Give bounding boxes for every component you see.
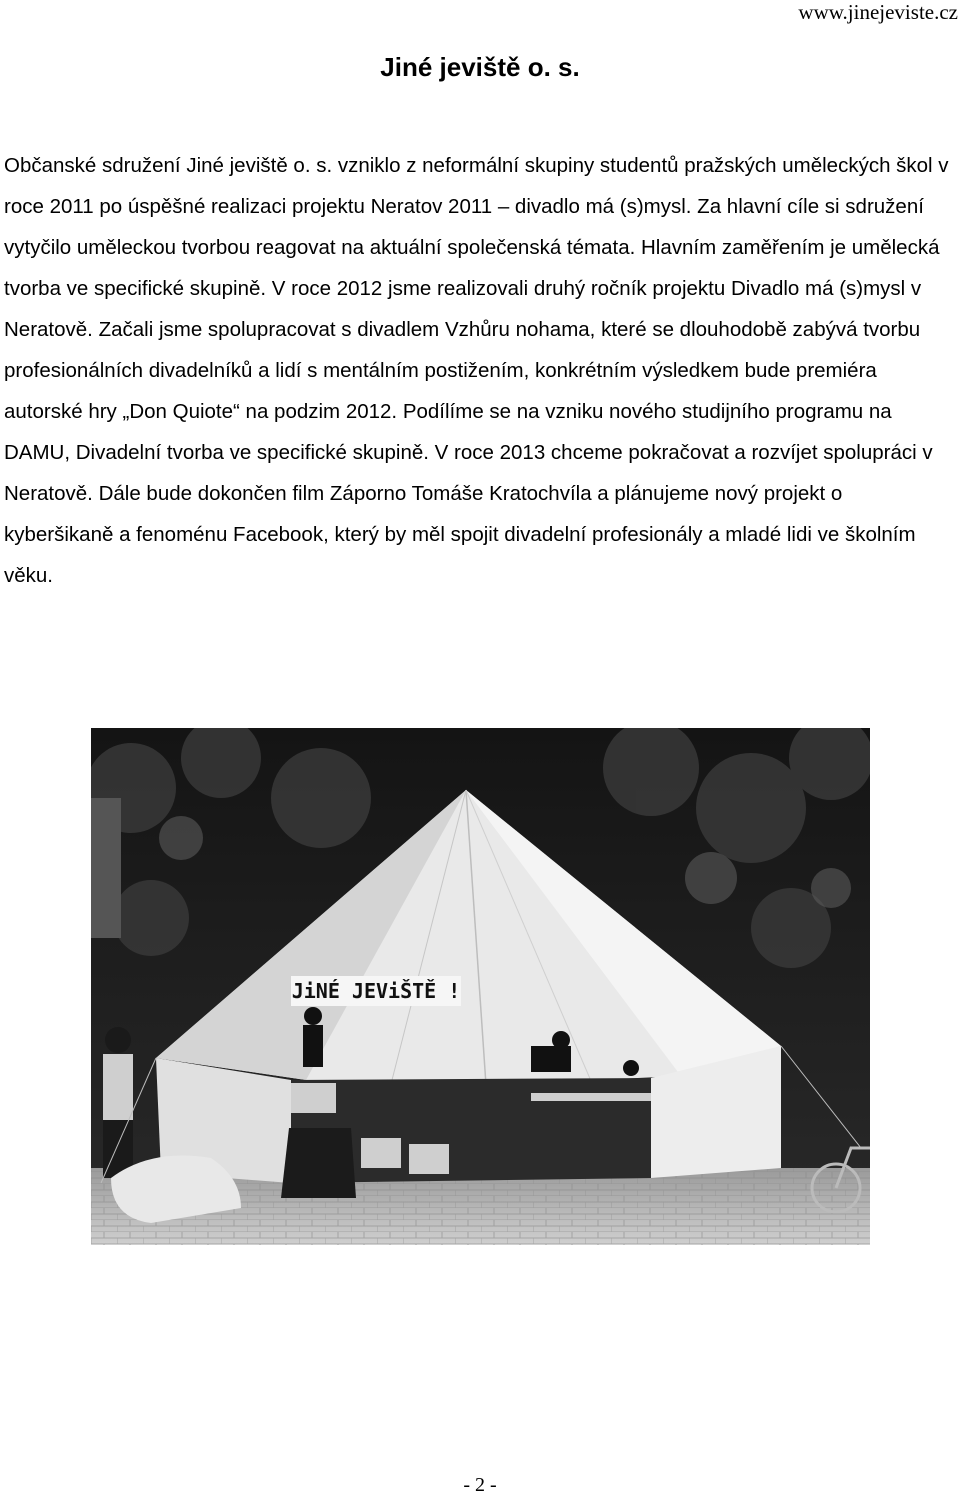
tent-banner [291, 976, 461, 1006]
tent-photo [91, 728, 870, 1245]
site-url: www.jinejeviste.cz [798, 0, 958, 24]
document-title: Jiné jeviště o. s. [380, 52, 580, 82]
page-number: - 2 - [463, 1474, 497, 1496]
body-paragraph: Občanské sdružení Jiné jeviště o. s. vzniklo z neformální skupiny studentů pražských uměleckých škol v roce 2011 po úspěšné realizaci projektu Neratov 2011 – divadlo má (s)mysl. Za hlavní cíle si sdružení vytyčilo uměleckou tvorbou reagovat na aktuální společenská témata. Hlavním zaměřením je umělecká tvorba ve specifické skupině. V roce 2012 jsme realizovali druhý ročník projektu Divadlo má (s)mysl v Neratově. Začali jsme spolupracovat s divadlem Vzhůru nohama, které se dlouhodobě zabývá tvorbu profesionálních divadelníků a lidí s mentálním postižením, konkrétním výsledkem bude premiéra autorské hry „Don Quiote“ na podzim 2012. Podílíme se na vzniku nového studijního programu na DAMU, Divadelní tvorba ve specifické skupině. V roce 2013 chceme pokračovat a rozvíjet spolupráci v Neratově. Dále bude dokončen film Záporno Tomáše Kratochvíla a plánujeme nový projekt o kyberšikaně a fenoménu Facebook, který by měl spojit divadelní profesionály a mladé lidi ve školním věku. [4, 154, 949, 587]
tent-photo-illustration [91, 728, 870, 1245]
tent-banner-text: JiNÉ JEViŠTĚ ! [291, 979, 461, 1003]
